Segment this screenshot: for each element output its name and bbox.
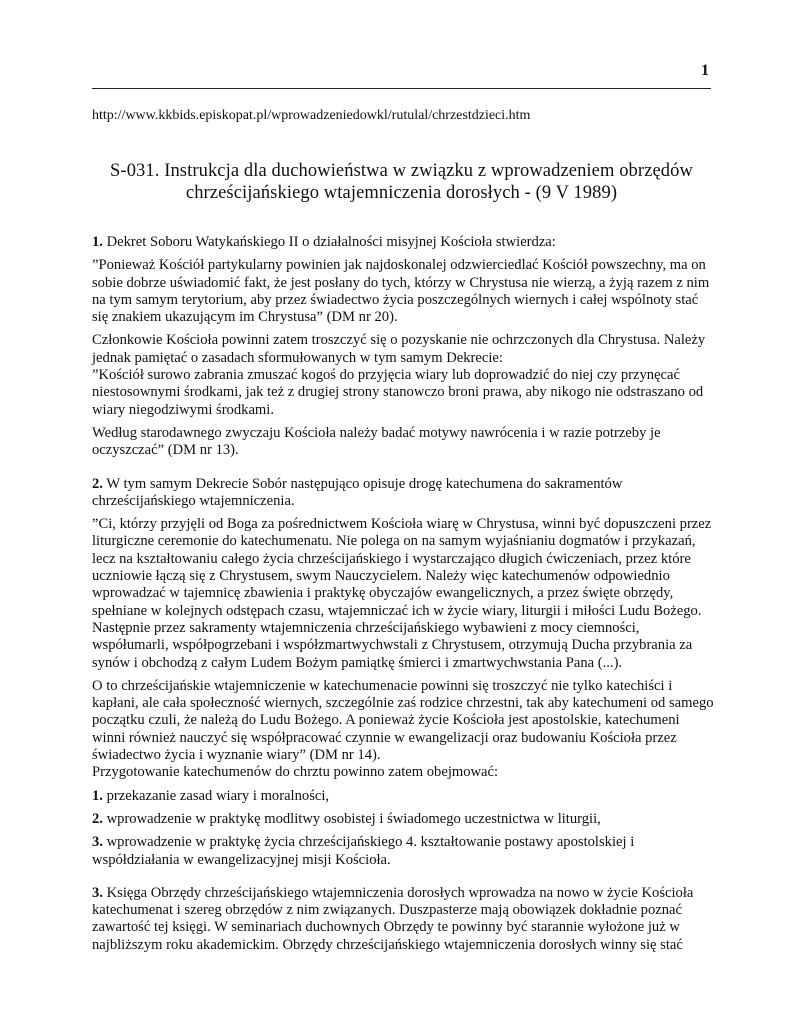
page-number: 1 <box>701 62 709 79</box>
document-body <box>92 234 716 954</box>
section-2-quote: ”Ci, którzy przyjęli od Boga za pośrednictwem Kościoła wiarę w Chrystusa, winni być dopuszczeni przez liturgiczne ceremonie do katechumenatu. Nie polega on na samym wyjaśnianiu dogmatów i przykazań, lecz na kształtowaniu całego życia chrześcijańskiego i wystarczająco długich ćwiczeniach, przez które uczniowie łączą się z Chrystusem, swym Nauczycielem. Należy więc katechumenów odpowiednio wprowadzać w tajemnicę zbawienia i praktykę obyczajów ewangelicznych, a przez święte obrzędy, spełniane w kolejnych odstępach czasu, wtajemniczać ich w życie wiary, liturgii i miłości Ludu Bożego. Następnie przez sakramenty wtajemniczenia chrześcijańskiego wybawieni z mocy ciemności, współumarli, współpogrzebani i współzmartwychwstali z Chrystusem, otrzymują Ducha przybrania za synów i obchodzą z całym Ludem Bożym pamiątkę śmierci i zmartwychwstania Pana (...). <box>92 516 712 671</box>
section-1-intro <box>92 234 716 251</box>
title-line-2: chrześcijańskiego wtajemniczenia dorosłych - (9 V 1989) <box>185 183 618 203</box>
section-number: 1. <box>92 234 103 250</box>
list-item-number: 1. <box>92 787 103 804</box>
list-item-text: wprowadzenie w praktykę modlitwy osobistej i świadomego uczestnictwa w liturgii, <box>106 810 601 827</box>
section-1-quote-1: ”Ponieważ Kościół partykularny powinien jak najdoskonalej odzwierciedlać Kościół powszechny, ma on sobie dobrze uświadomić fakt, że jest posłany do tych, którzy w Chrystusa nie wierzą, a żyją razem z nim na tym samym terytorium, aby przez świadectwo życia poszczególnych wiernych i całej wspólnoty stać się znakiem ukazującym im Chrystusa” (DM nr 20). <box>92 257 710 326</box>
list-item-text: przekazanie zasad wiary i moralności, <box>106 787 330 804</box>
list-item <box>92 788 716 805</box>
title-line-1: S-031. Instrukcja dla duchowieństwa w związku z wprowadzeniem obrzędów <box>110 161 693 181</box>
section-1-paragraph-2: Członkowie Kościoła powinni zatem troszczyć się o pozyskanie nie ochrzczonych dla Chrystusa. Należy jednak pamiętać o zasadach sformułowanych w tym samym Dekrecie: <box>92 332 706 366</box>
section-2-paragraph-3: Przygotowanie katechumenów do chrztu powinno zatem obejmować: <box>92 764 499 781</box>
list-item <box>92 834 716 869</box>
section-2-paragraph-2: O to chrześcijańskie wtajemniczenie w katechumenacie powinni się troszczyć nie tylko katechiści i kapłani, ale cała społeczność wiernych, szczególnie zaś rodzice chrzestni, tak aby katechumeni od samego początku czuli, że należą do Ludu Bożego. A ponieważ życie Kościoła jest apostolskie, katechumeni winni również nauczyć się współpracować czynnie w ewangelizacji oraz budowaniu Kościoła przez świadectwo życia i wyznanie wiary” (DM nr 14). <box>92 677 714 764</box>
section-1-quote-2: ”Kościół surowo zabrania zmuszać kogoś do przyjęcia wiary lub doprowadzić do niej czy przynęcać niestosownymi środkami, jak też z drugiej strony stanowczo broni prawa, aby nikogo nie odstraszano od wiary niegodziwymi środkami. <box>92 367 704 418</box>
section-3-paragraph <box>92 885 716 954</box>
paragraph-text: W tym samym Dekrecie Sobór następująco opisuje drogę katechumena do sakramentów chrześcijańskiego wtajemniczenia. <box>92 475 623 509</box>
section-2-intro <box>92 476 716 511</box>
section-number: 3. <box>92 884 103 901</box>
source-url: http://www.kkbids.episkopat.pl/wprowadzeniedowkl/rutulal/chrzestdzieci.htm <box>92 108 531 123</box>
section-1-paragraph-3: Według starodawnego zwyczaju Kościoła należy badać motywy nawrócenia i w razie potrzeby je oczyszczać” (DM nr 13). <box>92 424 661 459</box>
list-item <box>92 811 716 828</box>
paragraph-text: Księga Obrzędy chrześcijańskiego wtajemniczenia dorosłych wprowadza na nowo w życie Kościoła katechumenat i szereg obrzędów z nim związanych. Duszpasterze mają obowiązek dokładnie poznać zawartość tej księgi. W seminariach duchownych Obrzędy te powinny być starannie wyłożone już w najbliższym roku akademickim. Obrzędy chrześcijańskiego wtajemniczenia dorosłych winny się stać <box>92 884 694 953</box>
paragraph-text: Dekret Soboru Watykańskiego II o działalności misyjnej Kościoła stwierdza: <box>106 234 556 250</box>
list-item-number: 3. <box>92 834 103 851</box>
header-rule <box>92 88 711 89</box>
document-title <box>92 160 711 204</box>
list-item-number: 2. <box>92 810 103 827</box>
list-item-text: wprowadzenie w praktykę życia chrześcijańskiego 4. kształtowanie postawy apostolskiej i współdziałania w ewangelizacyjnej misji Kościoła. <box>92 834 635 868</box>
section-number: 2. <box>92 475 103 492</box>
